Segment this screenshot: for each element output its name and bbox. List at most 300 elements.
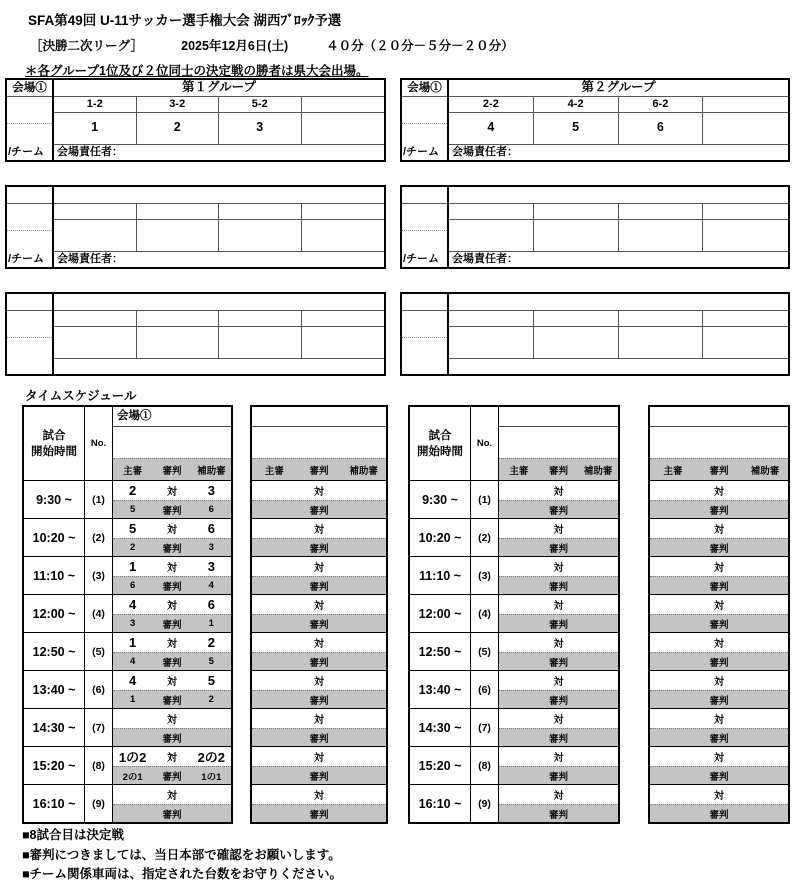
vs-label: 対 [313, 487, 324, 498]
matchup-subrow [113, 709, 231, 728]
vs-label: 対 [313, 639, 324, 650]
match-row [650, 632, 788, 670]
standing-pairing-row [449, 204, 788, 220]
referee-subrow [113, 804, 231, 822]
match-no-cell: (7) [471, 708, 498, 746]
match-row [252, 632, 386, 670]
main-referee-header: 主審 [264, 465, 284, 477]
away-team: 5 [207, 673, 215, 688]
matchup-subrow [499, 557, 618, 576]
away-team: 2の2 [197, 750, 226, 765]
matchup-subrow [113, 633, 231, 652]
schedule-table-3 [408, 405, 620, 824]
referee-away: 5 [208, 656, 214, 667]
home-team: 1の2 [118, 750, 147, 765]
venue-label: 会場① [402, 80, 447, 97]
match-row [252, 480, 386, 518]
pairing-cell: 4-2 [534, 97, 619, 112]
match-row [499, 594, 618, 632]
match-row [499, 670, 618, 708]
standing-pairing-row [54, 204, 384, 220]
vs-label: 対 [714, 677, 724, 688]
vs-label: 対 [166, 715, 177, 726]
team-number-cell [449, 220, 534, 251]
group-table-main [449, 294, 788, 374]
referee-subrow [252, 576, 386, 594]
vs-label: 対 [553, 753, 564, 764]
referee-label: 審判 [309, 581, 329, 593]
referee-label: 審判 [709, 771, 729, 783]
vs-label: 対 [313, 791, 324, 802]
venue-manager-label: 会場責任者： [449, 144, 788, 160]
vs-label: 対 [714, 563, 724, 574]
referee-away: 4 [208, 580, 214, 591]
referee-subrow [252, 690, 386, 708]
match-row [113, 594, 231, 632]
referee-label: 審判 [709, 695, 729, 707]
match-no-cell: (4) [471, 594, 498, 632]
referee-home: 3 [130, 618, 136, 629]
referee-label: 審判 [309, 657, 329, 669]
matchup-subrow [252, 671, 386, 690]
matchup-subrow [650, 785, 788, 804]
team-number-cell [449, 327, 534, 358]
referee-label: 審判 [309, 543, 329, 555]
referee-header-row [499, 458, 618, 480]
referee-label: 審判 [548, 505, 568, 517]
subtitle [30, 36, 514, 54]
referee-label: 審判 [548, 695, 568, 707]
time-cell: 11:10 ~ [24, 556, 84, 594]
venue-label [402, 187, 447, 204]
referee-label: 審判 [162, 695, 182, 707]
time-cell: 10:20 ~ [410, 518, 470, 556]
referee-subrow [252, 652, 386, 670]
pairing-cell [619, 311, 704, 326]
group-table-main [54, 187, 384, 267]
referee-subrow [252, 728, 386, 746]
vs-label: 対 [313, 715, 324, 726]
referee-label: 審判 [309, 733, 329, 745]
away-team: 6 [207, 521, 215, 536]
footnotes [22, 826, 342, 885]
footnote: ■チーム関係車両は、指定された台数をお守りください。 [22, 867, 343, 881]
referee-subrow [650, 614, 788, 632]
team-number-cell: 5 [534, 113, 619, 144]
matchup-subrow [113, 785, 231, 804]
referee-label: 審判 [709, 733, 729, 745]
pairing-cell [302, 204, 385, 219]
matchup-subrow [252, 595, 386, 614]
home-team: 4 [129, 597, 137, 612]
match-no-cell: (4) [85, 594, 112, 632]
group-table [400, 78, 790, 162]
matchup-subrow [252, 747, 386, 766]
match-no-cell: (2) [85, 518, 112, 556]
vs-label: 対 [166, 639, 177, 650]
time-cell: 14:30 ~ [410, 708, 470, 746]
team-number-row [54, 113, 384, 144]
match-row [650, 784, 788, 822]
vs-label: 対 [166, 677, 177, 688]
matchup-subrow [499, 747, 618, 766]
referee-label: 審判 [309, 771, 329, 783]
footnote: ■8試合目は決定戦 [22, 828, 125, 842]
referee-away: 1の1 [201, 771, 222, 783]
referee-away: 6 [208, 504, 214, 515]
assistant-referee-header: 補助審 [750, 465, 780, 477]
match-row [650, 746, 788, 784]
schedule-table-4 [648, 405, 790, 824]
team-suffix-label [402, 338, 447, 374]
venue-manager-label [449, 358, 788, 374]
referee-away: 3 [208, 542, 214, 553]
vs-label: 対 [313, 677, 324, 688]
league-name: ［決勝二次リーグ］ [30, 39, 144, 53]
assistant-referee-header: 補助審 [583, 465, 613, 477]
venue-label [7, 187, 52, 204]
venue-manager-label [54, 358, 384, 374]
matchup-subrow [113, 519, 231, 538]
standing-pairing-row [449, 311, 788, 327]
match-column [499, 407, 618, 822]
venue-write-in-cell [7, 311, 52, 338]
match-no-header: No. [90, 438, 107, 449]
match-no-cell: (1) [471, 480, 498, 518]
matchup-subrow [499, 671, 618, 690]
referee-subrow [113, 766, 231, 784]
team-number-cell [219, 220, 302, 251]
home-team: 5 [129, 521, 137, 536]
referee-label: 審判 [309, 619, 329, 631]
referee-subrow [113, 652, 231, 670]
venue-label [402, 294, 447, 311]
match-duration: ４０分（２０分－５分－２０分） [326, 39, 514, 53]
referee-header: 審判 [309, 465, 329, 477]
assistant-referee-header: 補助審 [349, 465, 378, 477]
team-number-cell: 1 [54, 113, 137, 144]
match-row [499, 632, 618, 670]
venue-cell: 会場① [113, 407, 231, 427]
match-row [650, 480, 788, 518]
referee-label: 審判 [162, 581, 182, 593]
vs-label: 対 [313, 563, 324, 574]
referee-home: 4 [130, 656, 136, 667]
matchup-subrow [113, 747, 231, 766]
vs-label: 対 [553, 715, 564, 726]
team-number-cell [703, 327, 788, 358]
vs-label: 対 [714, 753, 724, 764]
group-tables-grid [5, 78, 790, 376]
referee-subrow [113, 576, 231, 594]
match-row [650, 556, 788, 594]
referee-home: 2 [130, 542, 136, 553]
start-time-column [410, 407, 471, 822]
match-row [252, 556, 386, 594]
team-suffix-label: /チーム [403, 253, 440, 265]
match-column [252, 407, 386, 822]
schedule-table-1 [22, 405, 233, 824]
team-number-row [449, 220, 788, 251]
referee-subrow [499, 690, 618, 708]
group-table-main [54, 294, 384, 374]
referee-header: 審判 [162, 465, 182, 477]
schedule-section-title: タイムスケジュール [25, 389, 137, 403]
matchup-subrow [650, 709, 788, 728]
vs-label: 対 [553, 525, 564, 536]
referee-label: 審判 [548, 543, 568, 555]
time-cell: 12:50 ~ [410, 632, 470, 670]
matchup-subrow [252, 519, 386, 538]
referee-subrow [499, 652, 618, 670]
pairing-cell [534, 311, 619, 326]
team-number-row [54, 220, 384, 251]
team-number-cell: 4 [449, 113, 534, 144]
vs-label: 対 [553, 601, 564, 612]
referee-label: 審判 [162, 809, 182, 821]
vs-label: 対 [166, 525, 177, 536]
matchup-subrow [499, 595, 618, 614]
match-row [650, 518, 788, 556]
match-row [252, 708, 386, 746]
group-name: 第２グループ [449, 80, 788, 97]
team-number-cell [54, 327, 137, 358]
venue-cell [252, 407, 386, 427]
group-name [449, 187, 788, 204]
vs-label: 対 [714, 487, 724, 498]
start-time-header [410, 407, 470, 480]
team-number-cell [703, 113, 788, 144]
match-no-column [471, 407, 499, 822]
pairing-cell [449, 204, 534, 219]
matchup-subrow [650, 671, 788, 690]
referee-header-row [113, 458, 231, 480]
standing-pairing-row [54, 311, 384, 327]
group-table [5, 185, 386, 269]
team-number-cell [534, 220, 619, 251]
away-team: 3 [207, 483, 215, 498]
matchup-subrow [499, 519, 618, 538]
matchup-subrow [650, 481, 788, 500]
match-no-cell: (5) [471, 632, 498, 670]
group-table-main [449, 80, 788, 160]
vs-label: 対 [553, 791, 564, 802]
matchup-subrow [499, 709, 618, 728]
referee-label: 審判 [548, 657, 568, 669]
referee-subrow [113, 690, 231, 708]
match-no-cell: (8) [471, 746, 498, 784]
vs-label: 対 [714, 715, 724, 726]
match-row [113, 556, 231, 594]
time-cell: 14:30 ~ [24, 708, 84, 746]
team-number-row [449, 113, 788, 144]
group-table [5, 292, 386, 376]
team-suffix-label: /チーム [8, 146, 45, 158]
time-cell: 13:40 ~ [24, 670, 84, 708]
vs-label: 対 [313, 753, 324, 764]
team-number-cell [302, 220, 385, 251]
home-team: 1 [129, 635, 137, 650]
team-number-cell [137, 327, 220, 358]
vs-label: 対 [313, 525, 324, 536]
referee-subrow [650, 690, 788, 708]
referee-label: 審判 [162, 657, 182, 669]
referee-label: 審判 [162, 543, 182, 555]
group-table-main [449, 187, 788, 267]
team-number-cell [703, 220, 788, 251]
team-number-cell: 3 [219, 113, 302, 144]
matchup-subrow [650, 519, 788, 538]
start-time-header-line1: 試合 [42, 429, 66, 442]
group-table-left-column [402, 80, 449, 160]
time-cell: 11:10 ~ [410, 556, 470, 594]
matchup-subrow [252, 785, 386, 804]
team-suffix-label: /チーム [403, 146, 440, 158]
team-number-cell: 6 [619, 113, 704, 144]
time-cell: 9:30 ~ [410, 480, 470, 518]
match-no-cell: (2) [471, 518, 498, 556]
referee-home: 2の1 [122, 771, 143, 783]
referee-label: 審判 [548, 733, 568, 745]
footnote: ■審判につきましては、当日本部で確認をお願いします。 [22, 847, 341, 862]
matchup-subrow [499, 481, 618, 500]
pairing-cell [703, 204, 788, 219]
vs-label: 対 [714, 525, 724, 536]
group-table [5, 78, 386, 162]
match-column [113, 407, 231, 822]
vs-label: 対 [553, 487, 564, 498]
match-no-cell: (1) [85, 480, 112, 518]
team-number-cell [534, 327, 619, 358]
referee-subrow [650, 766, 788, 784]
vs-label: 対 [714, 791, 724, 802]
referee-subrow [252, 614, 386, 632]
match-row [113, 480, 231, 518]
match-row [113, 670, 231, 708]
time-cell: 9:30 ~ [24, 480, 84, 518]
pairing-cell [302, 311, 385, 326]
referee-subrow [650, 538, 788, 556]
away-team: 6 [207, 597, 215, 612]
match-no-cell: (5) [85, 632, 112, 670]
referee-subrow [499, 766, 618, 784]
referee-header-row [650, 458, 788, 480]
vs-label: 対 [166, 601, 177, 612]
pairing-cell: 2-2 [449, 97, 534, 112]
referee-header-row [252, 458, 386, 480]
venue-write-in-cell [7, 204, 52, 231]
qualification-note: ＊各グループ1位及び２位同士の決定戦の勝者は県大会出場。 [25, 64, 369, 78]
matchup-subrow [650, 633, 788, 652]
group-table-left-column [402, 187, 449, 267]
vs-label: 対 [553, 563, 564, 574]
vs-label: 対 [714, 601, 724, 612]
match-row [252, 594, 386, 632]
match-row [650, 708, 788, 746]
referee-label: 審判 [162, 505, 182, 517]
referee-label: 審判 [162, 733, 182, 745]
venue-write-in-cell [402, 311, 447, 338]
group-table-left-column [7, 187, 54, 267]
match-row [113, 632, 231, 670]
referee-subrow [650, 652, 788, 670]
venue-manager-label: 会場責任者： [54, 251, 384, 267]
match-column [650, 407, 788, 822]
main-referee-header: 主審 [509, 465, 529, 477]
team-suffix-label [7, 338, 52, 374]
matchup-subrow [252, 633, 386, 652]
referee-subrow [499, 804, 618, 822]
matchup-subrow [113, 671, 231, 690]
venue-write-in-cell [402, 97, 447, 124]
vs-label: 対 [553, 677, 564, 688]
team-number-cell [54, 220, 137, 251]
referee-subrow [499, 614, 618, 632]
vs-label: 対 [313, 601, 324, 612]
start-time-header-line1: 試合 [428, 429, 452, 442]
match-no-column [85, 407, 113, 822]
referee-subrow [252, 538, 386, 556]
pairing-cell [703, 97, 788, 112]
team-number-row [54, 327, 384, 358]
pairing-cell [137, 311, 220, 326]
referee-subrow [113, 500, 231, 518]
pairing-cell: 3-2 [137, 97, 220, 112]
group-table [400, 185, 790, 269]
pairing-cell [302, 97, 385, 112]
venue-cell [650, 407, 788, 427]
pairing-cell [219, 311, 302, 326]
away-team: 2 [207, 635, 215, 650]
venue-cell [499, 407, 618, 427]
start-time-header-line2: 開始時間 [417, 445, 463, 458]
pairing-cell [449, 311, 534, 326]
referee-subrow [650, 576, 788, 594]
pairing-cell: 6-2 [619, 97, 704, 112]
match-row [113, 708, 231, 746]
team-number-cell [302, 113, 385, 144]
match-row [252, 746, 386, 784]
venue-blank-cell [499, 427, 618, 458]
matchup-subrow [252, 709, 386, 728]
assistant-referee-header: 補助審 [197, 465, 226, 477]
time-cell: 16:10 ~ [24, 784, 84, 822]
referee-label: 審判 [162, 771, 182, 783]
referee-home: 5 [130, 504, 136, 515]
matchup-subrow [113, 557, 231, 576]
group-table [400, 292, 790, 376]
group-table-left-column [7, 294, 54, 374]
time-cell: 13:40 ~ [410, 670, 470, 708]
referee-header: 審判 [548, 465, 568, 477]
referee-away: 2 [208, 694, 214, 705]
match-row [650, 594, 788, 632]
pairing-cell [703, 311, 788, 326]
venue-manager-label: 会場責任者： [54, 144, 384, 160]
match-row [499, 708, 618, 746]
match-row [499, 784, 618, 822]
match-row [499, 556, 618, 594]
match-row [113, 784, 231, 822]
home-team: 2 [129, 483, 137, 498]
venue-blank-cell [252, 427, 386, 458]
venue-blank-cell [113, 427, 231, 458]
match-row [499, 518, 618, 556]
referee-label: 審判 [709, 543, 729, 555]
pairing-cell [54, 204, 137, 219]
match-no-cell: (8) [85, 746, 112, 784]
vs-label: 対 [166, 563, 177, 574]
